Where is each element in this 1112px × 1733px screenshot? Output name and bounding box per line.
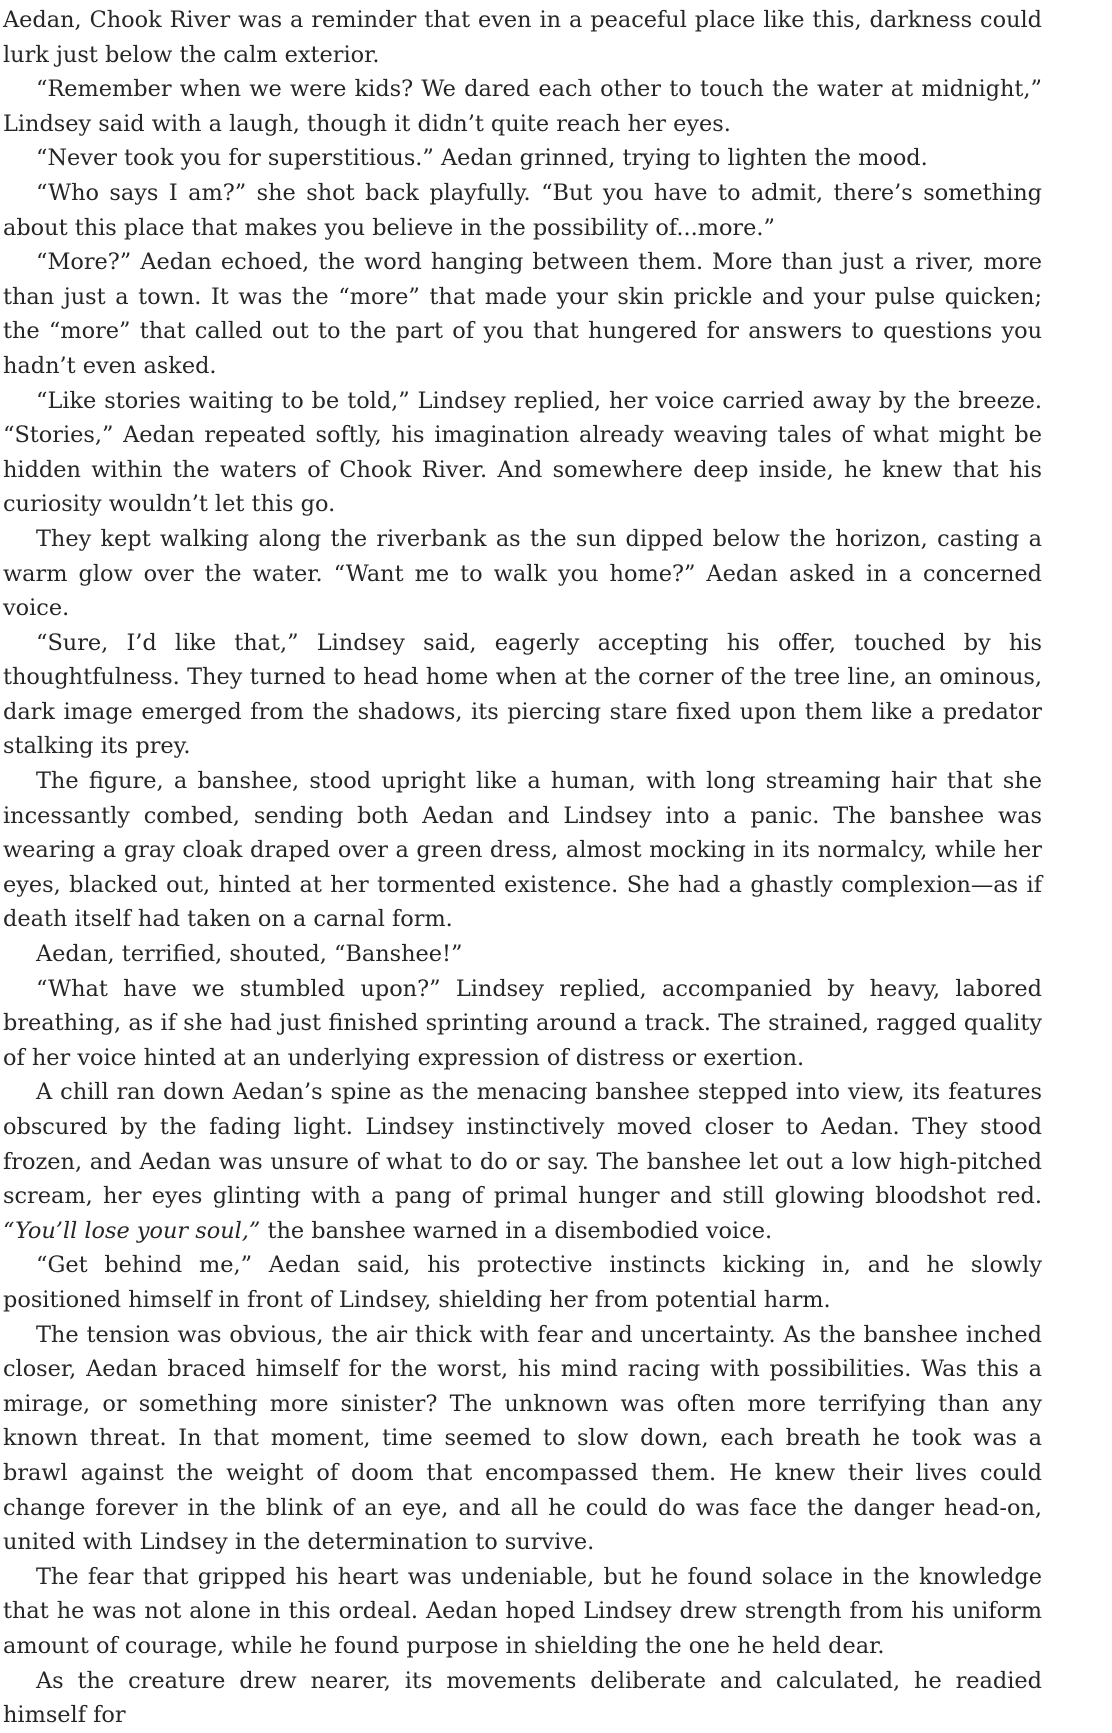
paragraph-12-text-after: the banshee warned in a disembodied voice. xyxy=(260,1217,773,1244)
paragraph-7: They kept walking along the riverbank as the sun dipped below the horizon, casting a warm glow over the water. “Want me to walk you home?” Aedan asked in a concerned voice. xyxy=(3,525,1042,622)
body-text xyxy=(3,3,1042,1733)
paragraph-1: Aedan, Chook River was a reminder that even in a peaceful place like this, darkness could lurk just below the calm exterior. xyxy=(3,7,1042,68)
paragraph-5: “More?” Aedan echoed, the word hanging between them. More than just a river, more than just a town. It was the “more” that made your skin prickle and your pulse quicken; the “more” that called out to the part of you that hungered for answers to questions you hadn’t even asked. xyxy=(3,249,1042,379)
paragraph-2: “Remember when we were kids? We dared each other to touch the water at midnight,” Lindsey said with a laugh, though it didn’t quite reach her eyes. xyxy=(3,76,1042,137)
paragraph-8: “Sure, I’d like that,” Lindsey said, eagerly accepting his offer, touched by his thoughtfulness. They turned to head home when at the corner of the tree line, an ominous, dark image emerged from the shadows, its piercing stare fixed upon them like a predator stalking its prey. xyxy=(3,629,1042,760)
paragraph-15: The fear that gripped his heart was undeniable, but he found solace in the knowledge that he was not alone in this ordeal. Aedan hoped Lindsey drew strength from his uniform amount of courage, while he found purpose in shielding the one he held dear. xyxy=(3,1563,1042,1659)
paragraph-12 xyxy=(3,1075,1042,1248)
paragraph-4: “Who says I am?” she shot back playfully. “But you have to admit, there’s something about this place that makes you believe in the possibility of...more.” xyxy=(3,179,1042,241)
paragraph-14: The tension was obvious, the air thick with fear and uncertainty. As the banshee inched closer, Aedan braced himself for the worst, his mind racing with possibilities. Was this a mirage, or something more sinister? The unknown was often more terrifying than any known threat. In that moment, time seemed to slow down, each breath he took was a brawl against the weight of doom that encompassed them. He knew their lives could change forever in the blink of an eye, and all he could do was face the danger head-on, united with Lindsey in the determination to survive. xyxy=(3,1321,1042,1556)
paragraph-11: “What have we stumbled upon?” Lindsey replied, accompanied by heavy, labored breathing, as if she had just finished sprinting around a track. The strained, ragged quality of her voice hinted at an underlying expression of distress or exertion. xyxy=(3,975,1042,1071)
paragraph-10: Aedan, terrified, shouted, “Banshee!” xyxy=(36,941,463,968)
banshee-warning-italic: “You’ll lose your soul,” xyxy=(3,1217,261,1244)
paragraph-16: As the creature drew nearer, its movements deliberate and calculated, he readied himself for xyxy=(3,1667,1042,1729)
paragraph-13: “Get behind me,” Aedan said, his protective instincts kicking in, and he slowly positioned himself in front of Lindsey, shielding her from potential harm. xyxy=(3,1252,1042,1313)
paragraph-3: “Never took you for superstitious.” Aedan grinned, trying to lighten the mood. xyxy=(36,145,928,172)
paragraph-6: “Like stories waiting to be told,” Lindsey replied, her voice carried away by the breeze. “Stories,” Aedan repeated softly, his imagination already weaving tales of what might be hidden within the waters of Chook River. And somewhere deep inside, he knew that his curiosity wouldn’t let this go. xyxy=(3,387,1042,518)
paragraph-12-text-before: A chill ran down Aedan’s spine as the menacing banshee stepped into view, its features obscured by the fading light. Lindsey instinctively moved closer to Aedan. They stood frozen, and Aedan was unsure of what to do or say. The banshee let out a low high-pitched scream, her eyes glinting with a pang of primal hunger and still glowing bloodshot red. xyxy=(3,1079,1042,1210)
paragraph-9: The figure, a banshee, stood upright like a human, with long streaming hair that she incessantly combed, sending both Aedan and Lindsey into a panic. The banshee was wearing a gray cloak draped over a green dress, almost mocking in its normalcy, while her eyes, blacked out, hinted at her tormented existence. She had a ghastly complexion—as if death itself had taken on a carnal form. xyxy=(3,768,1042,933)
